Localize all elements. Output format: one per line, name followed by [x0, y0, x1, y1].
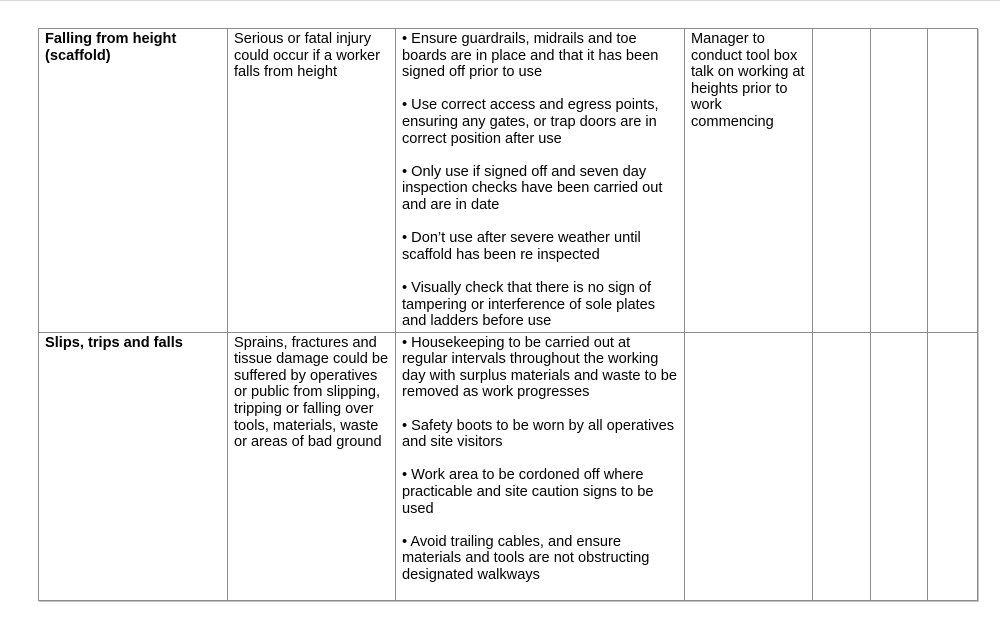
control-measure-bullet: • Visually check that there is no sign of tampering or interference of sole plates and ladders before use	[402, 279, 656, 330]
risk-cell	[228, 332, 396, 600]
control-measure-bullet: • Avoid trailing cables, and ensure materials and tools are not obstructing designated walkways	[402, 533, 650, 583]
control-measure-bullet: • Ensure guardrails, midrails and toe boards are in place and that it has been signed off prior to use	[402, 31, 659, 81]
hazard-text: Falling from height (scaffold)	[45, 31, 177, 64]
page-top-edge-line	[0, 0, 1000, 1]
controls-bullet-list	[402, 335, 678, 584]
actions-cell	[685, 332, 813, 600]
empty-cell-1	[813, 29, 871, 333]
empty-cell-2	[871, 29, 928, 333]
empty-cell-3	[928, 29, 978, 333]
control-measure-bullet: • Use correct access and egress points, ensuring any gates, or trap doors are in correct position after use	[402, 97, 659, 147]
risk-text: Sprains, fractures and tissue damage could be suffered by operatives or public from slipping, tripping or falling over tools, materials, waste or areas of bad ground	[234, 334, 389, 451]
hazard-cell	[39, 29, 228, 333]
empty-cell-3	[928, 332, 978, 600]
control-measure-bullet: • Only use if signed off and seven day inspection checks have been carried out and are in date	[402, 163, 663, 213]
control-measure-bullet: • Don’t use after severe weather until scaffold has been re inspected	[402, 230, 641, 263]
empty-cell-2	[871, 332, 928, 600]
control-measure-bullet: • Housekeeping to be carried out at regular intervals throughout the working day with surplus materials and waste to be removed as work progresses	[402, 334, 677, 401]
control-measure-bullet: • Safety boots to be worn by all operatives and site visitors	[402, 417, 675, 451]
controls-cell	[396, 332, 685, 600]
actions-text: Manager to conduct tool box talk on working at heights prior to work commencing	[691, 31, 805, 130]
controls-cell	[396, 29, 685, 333]
table-row-falling-from-height	[39, 29, 978, 333]
empty-cell-1	[813, 332, 871, 600]
hazard-cell	[39, 332, 228, 600]
controls-bullet-list	[402, 31, 678, 330]
hazard-text: Slips, trips and falls	[45, 334, 183, 351]
risk-text: Serious or fatal injury could occur if a worker falls from height	[234, 31, 380, 81]
actions-cell	[685, 29, 813, 333]
risk-cell	[228, 29, 396, 333]
control-measure-bullet: • Work area to be cordoned off where practicable and site caution signs to be used	[402, 467, 654, 517]
table-row-slips-trips-falls	[39, 332, 978, 600]
risk-assessment-table	[38, 28, 978, 601]
